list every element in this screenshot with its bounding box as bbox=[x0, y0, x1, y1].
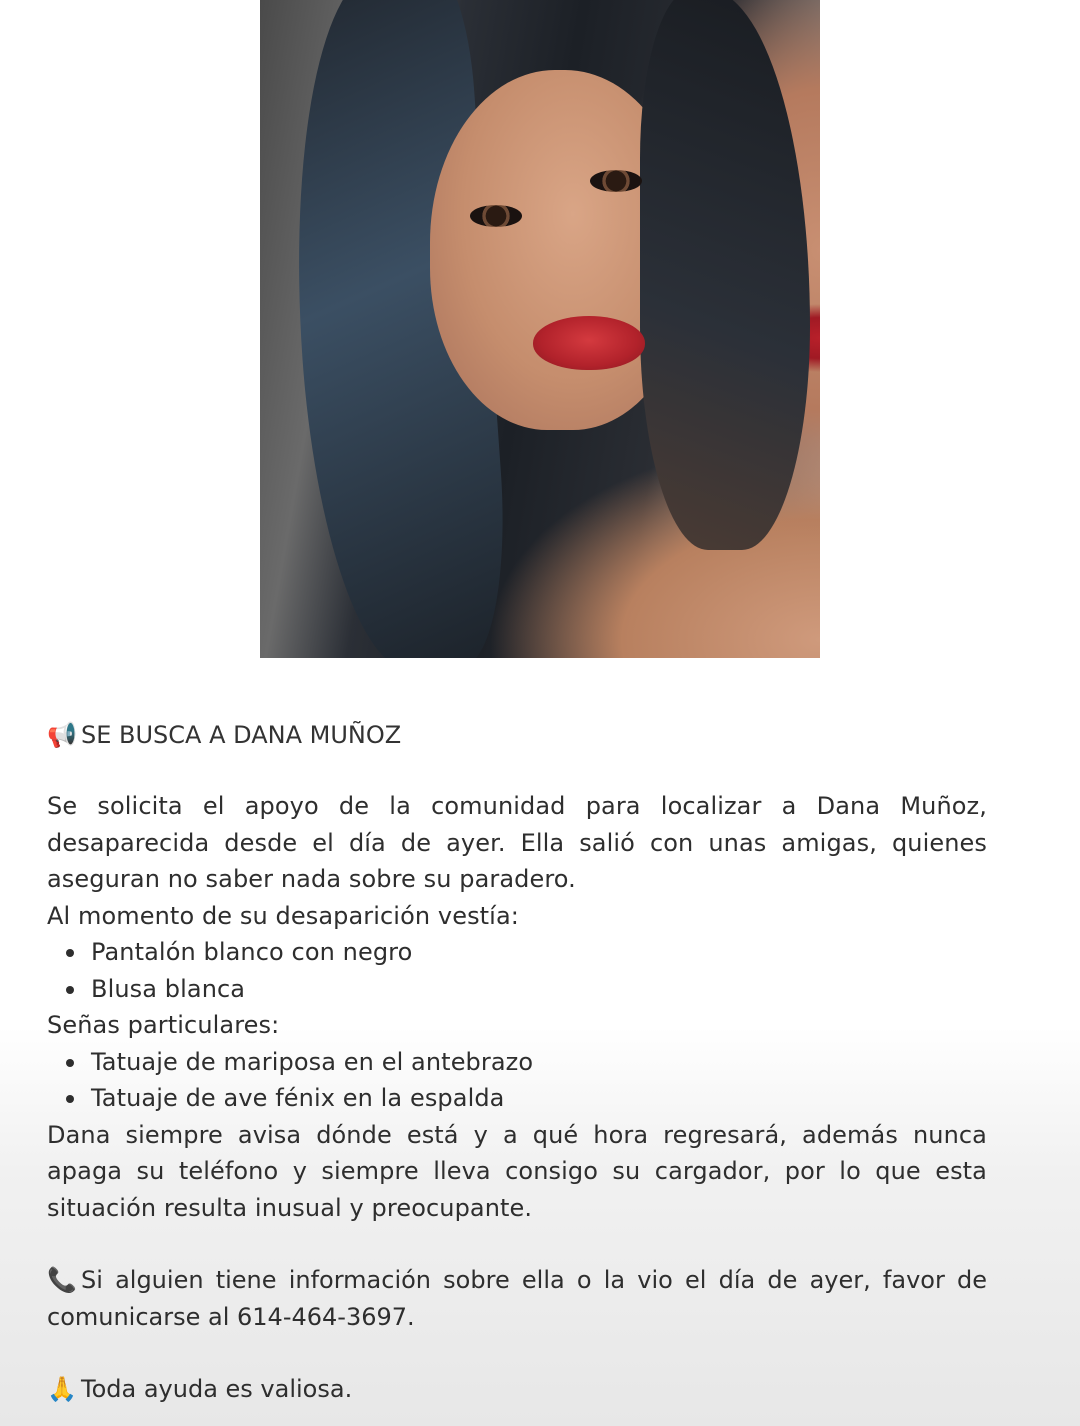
closing-line bbox=[47, 1371, 987, 1408]
headline bbox=[47, 717, 401, 753]
marks-label: Señas particulares: bbox=[47, 1011, 280, 1039]
praying-hands-icon: 🙏 bbox=[47, 1375, 77, 1403]
list-item: Tatuaje de mariposa en el antebrazo bbox=[47, 1044, 987, 1081]
photo-eye-left bbox=[470, 205, 522, 227]
bullet-icon bbox=[66, 1059, 74, 1067]
bullet-icon bbox=[66, 986, 74, 994]
clothing-label: Al momento de su desaparición vestía: bbox=[47, 901, 519, 930]
closing-text: Toda ayuda es valiosa. bbox=[81, 1375, 353, 1403]
photo-lips bbox=[533, 316, 645, 370]
bullet-icon bbox=[66, 949, 74, 957]
post-body bbox=[47, 788, 987, 1226]
photo-hair-right bbox=[640, 0, 810, 550]
megaphone-icon: 📢 bbox=[47, 721, 77, 749]
marks-list bbox=[47, 1044, 987, 1117]
list-item: Blusa blanca bbox=[47, 971, 987, 1008]
headline-text: SE BUSCA A DANA MUÑOZ bbox=[81, 721, 402, 749]
photo-eye-right bbox=[590, 170, 642, 192]
phone-icon: 📞 bbox=[47, 1266, 77, 1294]
note-paragraph: Dana siempre avisa dónde está y a qué hora regresará, además nunca apaga su teléfono y siempre lleva consigo su cargador, por lo que esta situación resulta inusual y preocupante. bbox=[47, 1120, 987, 1222]
intro-paragraph: Se solicita el apoyo de la comunidad para localizar a Dana Muñoz, desaparecida desde el día de ayer. Ella salió con unas amigas, quienes aseguran no saber nada sobre su paradero. bbox=[47, 792, 987, 893]
contact-paragraph bbox=[47, 1262, 987, 1335]
bullet-icon bbox=[66, 1095, 74, 1103]
contact-text: Si alguien tiene información sobre ella o la vio el día de ayer, favor de comunicarse al 614-464-3697. bbox=[47, 1266, 987, 1331]
list-item: Tatuaje de ave fénix en la espalda bbox=[47, 1080, 987, 1117]
clothing-list bbox=[47, 934, 987, 1007]
missing-person-photo bbox=[260, 0, 820, 658]
list-item: Pantalón blanco con negro bbox=[47, 934, 987, 971]
